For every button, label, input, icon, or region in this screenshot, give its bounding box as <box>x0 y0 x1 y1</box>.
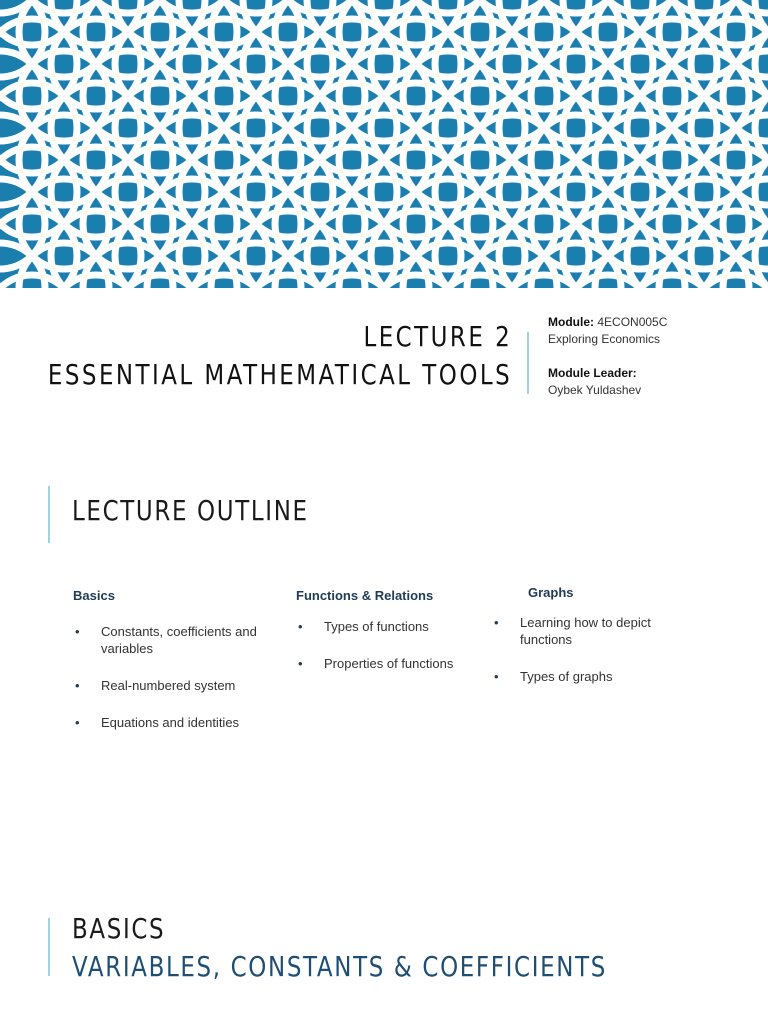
bullet-icon: • <box>298 619 303 634</box>
bullet-icon: • <box>75 715 80 730</box>
list-item: • Real-numbered system <box>75 678 236 693</box>
module-info <box>548 314 667 399</box>
list-item: • Properties of functions <box>298 656 454 671</box>
circle-pattern-graphic <box>0 0 768 288</box>
bullet-icon: • <box>75 624 80 639</box>
bullet-icon: • <box>494 669 499 684</box>
basics-subheading: VARIABLES, CONSTANTS & COEFFICIENTS <box>72 950 607 983</box>
outline-column-basics <box>73 588 273 751</box>
lecture-title <box>0 318 512 394</box>
column-title: Functions & Relations <box>296 588 434 603</box>
outline-column-graphs <box>492 585 692 705</box>
module-code: 4ECON005C <box>597 315 668 329</box>
list-item: • Learning how to depict functions <box>494 615 651 647</box>
module-leader-name: Oybek Yuldashev <box>548 383 642 397</box>
bullet-icon: • <box>75 678 80 693</box>
list-item: • Constants, coefficients and variables <box>75 624 257 656</box>
list-item: • Equations and identities <box>75 715 240 730</box>
outline-column-functions <box>296 588 476 692</box>
bullet-icon: • <box>298 656 303 671</box>
outline-heading: LECTURE OUTLINE <box>72 494 309 527</box>
decorative-banner <box>0 0 768 288</box>
lecture-topic: ESSENTIAL MATHEMATICAL TOOLS <box>47 358 512 391</box>
bullet-icon: • <box>494 615 499 630</box>
list-item: • Types of functions <box>298 619 429 634</box>
module-label: Module: <box>548 315 594 329</box>
title-divider <box>527 332 529 394</box>
column-title: Graphs <box>528 585 574 600</box>
outline-accent-bar <box>48 486 50 543</box>
module-name: Exploring Economics <box>548 332 661 346</box>
basics-heading: BASICS <box>72 912 166 945</box>
module-leader-label: Module Leader: <box>548 366 637 380</box>
list-item: • Types of graphs <box>494 669 613 684</box>
lecture-number: LECTURE 2 <box>363 320 512 353</box>
column-title: Basics <box>73 588 115 603</box>
basics-accent-bar <box>48 918 50 976</box>
